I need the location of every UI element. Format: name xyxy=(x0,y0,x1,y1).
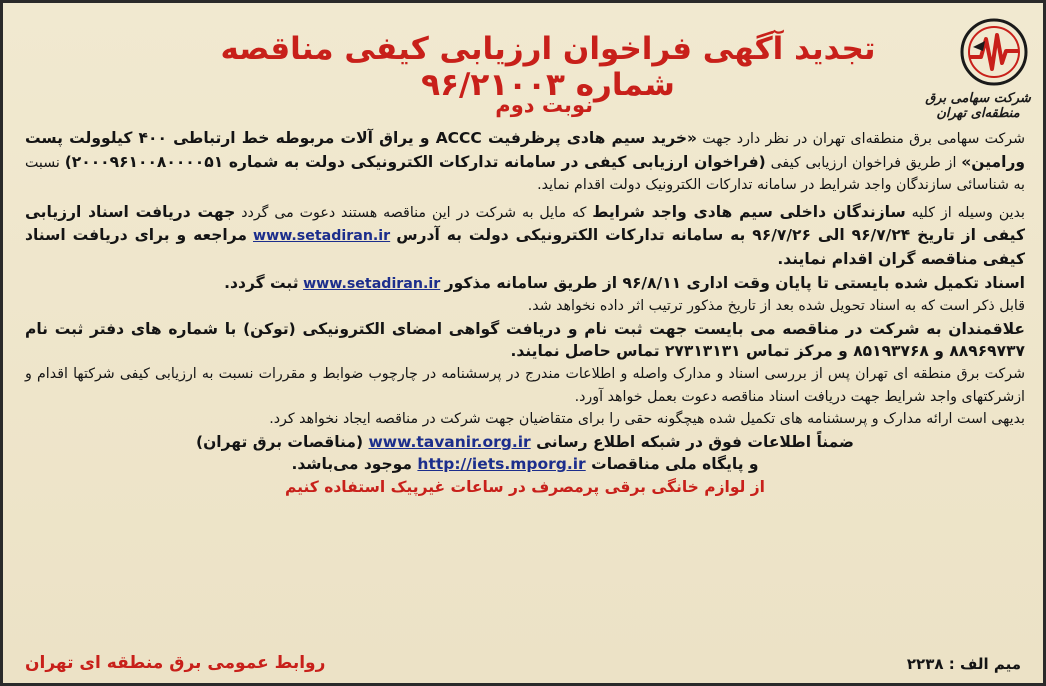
public-relations-signature: روابط عمومی برق منطقه ای تهران xyxy=(25,653,326,673)
notice-body xyxy=(25,127,1025,499)
paragraph-invitation: بدین وسیله از کلیه سازندگان داخلی سیم هادی واجد شرایط که مایل به شرکت در این مناقصه هستند دعوت می گردد جهت دریافت اسناد ارزیابی کیفی از تاریخ ۹۶/۷/۲۴ الی ۹۶/۷/۲۶ به سامانه تدارکات الکترونیکی دولت به آدرس www.setadiran.ir مراجعه و برای دریافت اسناد کیفی مناقصه گران اقدام نمایند. xyxy=(25,202,1025,268)
paragraph-evaluation: شرکت برق منطقه ای تهران پس از بررسی اسناد و مدارک واصله و اطلاعات مندرج در پرسشنامه در چارچوب ضوابط و مقررات نسبت به ارزیابی کیفی شرکتها اقدام و ازشرکتهای واجد شرایط جهت دریافت اسناد مناقصه دعوت بعمل خواهد آورد. xyxy=(25,365,1025,405)
setadiran-link[interactable]: www.setadiran.ir xyxy=(253,228,391,245)
paragraph-iets: و پایگاه ملی مناقصات http://iets.mporg.ir موجود می‌باشد. xyxy=(291,455,759,474)
notice-title: تجدید آگهی فراخوان ارزیابی کیفی مناقصه شماره ۹۶/۲۱۰۰۳ xyxy=(220,31,876,103)
notice-code: میم الف : ۲۲۳۸ xyxy=(906,655,1021,673)
paragraph-disclaimer: بدیهی است ارائه مدارک و پرسشنامه های تکمیل شده هیچگونه حقی را برای متقاضیان جهت شرکت در مناقصه ایجاد نخواهد کرد. xyxy=(269,411,1025,428)
tavanir-link[interactable]: www.tavanir.org.ir xyxy=(368,432,531,451)
paragraph-registration: علاقمندان به شرکت در مناقصه می بایست جهت ثبت نام و دریافت گواهی امضای الکترونیکی (توکن) با شماره های دفتر ثبت نام ۸۸۹۶۹۷۳۷ و ۸۵۱۹۳۷۶۸ و مرکز تماس ۲۷۳۱۳۱۳۱ تماس حاصل نمایند. xyxy=(25,319,1025,361)
company-logo-text: شرکت سهامی برق منطقه‌ای تهران xyxy=(925,91,1031,121)
iets-link[interactable]: http://iets.mporg.ir xyxy=(417,455,586,474)
notice-footer xyxy=(25,647,1021,673)
energy-saving-slogan: از لوازم خانگی برقی پرمصرف در ساعات غیرپیک استفاده کنیم xyxy=(284,477,765,496)
paragraph-intro: شرکت سهامی برق منطقه‌ای تهران در نظر دارد جهت «خرید سیم هادی پرظرفیت ACCC و یراق آلات مربوطه خط ارتباطی ۴۰۰ کیلوولت پست ورامین» از طریق فراخوان ارزیابی کیفی (فراخوان ارزیابی کیفی در سامانه تدارکات الکترونیکی دولت به شماره ۲۰۰۰۹۶۱۰۰۸۰۰۰۰۵۱) نسبت به شناسائی سازندگان واجد شرایط در سامانه تدارکات الکترونیک دولت اقدام نماید. xyxy=(25,129,1026,194)
setadiran-link-2[interactable]: www.setadiran.ir xyxy=(303,275,441,292)
lightning-logo-icon xyxy=(959,17,1029,87)
paragraph-late-note: قابل ذکر است که به اسناد تحویل شده بعد از تاریخ مذکور ترتیب اثر داده نخواهد شد. xyxy=(527,298,1025,315)
notice-subtitle: نوبت دوم xyxy=(495,93,593,117)
paragraph-tavanir: ضمناً اطلاعات فوق در شبکه اطلاع رسانی www.tavanir.org.ir (مناقصات برق تهران) xyxy=(195,432,854,451)
paragraph-deadline: اسناد تکمیل شده بایستی تا پایان وقت اداری ۹۶/۸/۱۱ از طریق سامانه مذکور www.setadiran.ir ثبت گردد. xyxy=(224,273,1025,292)
